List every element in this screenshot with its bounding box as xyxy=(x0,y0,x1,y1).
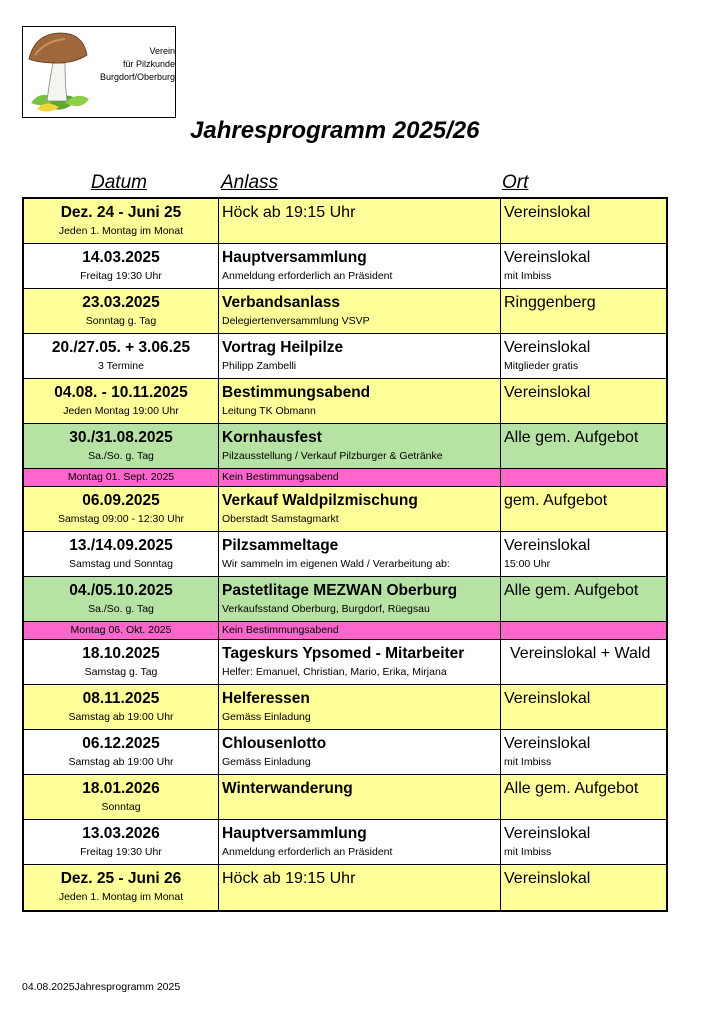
place-cell xyxy=(501,577,666,621)
place-subtext xyxy=(504,403,666,405)
event-title: Tageskurs Ypsomed - Mitarbeiter xyxy=(222,645,465,662)
event-subtext: Pilzausstellung / Verkauf Pilzburger & Getränke xyxy=(222,450,443,462)
column-header-ort: Ort xyxy=(502,172,529,193)
date-text: 14.03.2025 xyxy=(82,249,160,266)
date-subtext: Jeden 1. Montag im Monat xyxy=(58,891,184,903)
date-text: 06.09.2025 xyxy=(82,492,160,509)
place-text: Vereinslokal xyxy=(504,537,591,554)
date-subtext: Jeden Montag 19:00 Uhr xyxy=(63,405,179,417)
logo-line-3: Burgdorf/Oberburg xyxy=(99,72,175,82)
logo-line-2: für Pilzkunde xyxy=(122,59,175,69)
event-title: Höck ab 19:15 Uhr xyxy=(222,870,356,887)
event-cell xyxy=(219,685,501,729)
page-title: Jahresprogramm 2025/26 xyxy=(190,117,480,144)
place-cell xyxy=(501,244,666,288)
event-subtext xyxy=(222,223,500,225)
logo-text xyxy=(97,45,175,84)
table-row xyxy=(24,469,666,487)
date-text: 08.11.2025 xyxy=(82,690,160,707)
event-subtext: Verkaufsstand Oberburg, Burgdorf, Rüegsau xyxy=(222,603,430,615)
place-cell xyxy=(501,685,666,729)
place-subtext: mit Imbiss xyxy=(504,270,552,282)
event-subtext xyxy=(222,889,500,891)
event-cell xyxy=(219,865,501,910)
date-text: 13./14.09.2025 xyxy=(69,537,173,554)
table-row xyxy=(24,334,666,379)
date-subtext: Samstag und Sonntag xyxy=(69,558,173,570)
event-title: Hauptversammlung xyxy=(222,249,367,266)
event-cell xyxy=(219,820,501,864)
date-cell xyxy=(24,334,219,378)
event-title: Helferessen xyxy=(222,690,310,707)
event-subtext: Anmeldung erforderlich an Präsident xyxy=(222,846,393,858)
date-text: 06.12.2025 xyxy=(82,735,160,752)
place-text: Vereinslokal xyxy=(504,204,591,221)
table-row xyxy=(24,487,666,532)
event-title: Höck ab 19:15 Uhr xyxy=(222,204,356,221)
event-subtext: Helfer: Emanuel, Christian, Mario, Erika, Mirjana xyxy=(222,666,447,678)
event-subtext: Philipp Zambelli xyxy=(222,360,297,372)
place-cell xyxy=(501,532,666,576)
place-text: Vereinslokal xyxy=(504,870,591,887)
date-cell xyxy=(24,532,219,576)
place-cell xyxy=(501,334,666,378)
date-subtext: Sa./So. g. Tag xyxy=(88,603,154,615)
place-text: gem. Aufgebot xyxy=(504,492,608,509)
place-text: Vereinslokal xyxy=(504,249,591,266)
place-subtext xyxy=(504,448,666,450)
date-cell xyxy=(24,865,219,910)
place-subtext xyxy=(504,511,666,513)
date-subtext: Freitag 19:30 Uhr xyxy=(80,846,162,858)
date-cell xyxy=(24,424,219,468)
place-cell xyxy=(501,865,666,910)
date-text: 30./31.08.2025 xyxy=(69,429,173,446)
place-subtext: 15:00 Uhr xyxy=(504,558,551,570)
date-cell xyxy=(24,487,219,531)
date-text: 04./05.10.2025 xyxy=(69,582,173,599)
event-title: Chlousenlotto xyxy=(222,735,327,752)
place-text: Vereinslokal xyxy=(504,384,591,401)
event-title: Pilzsammeltage xyxy=(222,537,339,554)
place-cell xyxy=(501,775,666,819)
date-cell xyxy=(24,199,219,243)
table-row xyxy=(24,244,666,289)
date-subtext: Samstag g. Tag xyxy=(84,666,158,678)
date-cell xyxy=(24,685,219,729)
place-cell xyxy=(501,640,666,684)
table-row xyxy=(24,622,666,640)
date-cell xyxy=(24,640,219,684)
event-subtext xyxy=(222,799,500,801)
date-cell xyxy=(24,379,219,423)
place-text: Vereinslokal xyxy=(504,690,591,707)
table-row xyxy=(24,289,666,334)
place-cell xyxy=(501,820,666,864)
event-cell xyxy=(219,730,501,774)
date-text: 20./27.05. + 3.06.25 xyxy=(51,339,191,356)
date-text: 18.10.2025 xyxy=(82,645,160,662)
place-text: Vereinslokal xyxy=(504,735,591,752)
table-row xyxy=(24,685,666,730)
place-subtext xyxy=(504,313,666,315)
date-text: 18.01.2026 xyxy=(82,780,160,797)
event-subtext: Leitung TK Obmann xyxy=(222,405,316,417)
date-cell xyxy=(24,244,219,288)
table-row xyxy=(24,865,666,910)
event-cell xyxy=(219,199,501,243)
table-row xyxy=(24,199,666,244)
place-cell xyxy=(501,487,666,531)
event-title: Vortrag Heilpilze xyxy=(222,339,344,356)
place-cell xyxy=(501,622,666,639)
place-text: Alle gem. Aufgebot xyxy=(504,780,639,797)
place-cell xyxy=(501,289,666,333)
event-subtext: Delegiertenversammlung VSVP xyxy=(222,315,370,327)
event-title: Bestimmungsabend xyxy=(222,384,371,401)
place-subtext xyxy=(504,664,666,666)
date-subtext: Samstag 09:00 - 12:30 Uhr xyxy=(57,513,185,525)
place-text: Alle gem. Aufgebot xyxy=(504,429,639,446)
date-text: 13.03.2026 xyxy=(82,825,160,842)
logo-line-1: Verein xyxy=(149,46,175,56)
date-subtext: Freitag 19:30 Uhr xyxy=(80,270,162,282)
place-subtext xyxy=(504,709,666,711)
place-subtext xyxy=(504,889,666,891)
event-subtext: Oberstadt Samstagmarkt xyxy=(222,513,339,525)
place-subtext xyxy=(504,799,666,801)
place-text: Vereinslokal xyxy=(504,825,591,842)
table-row xyxy=(24,775,666,820)
table-row xyxy=(24,577,666,622)
event-title: Verbandsanlass xyxy=(222,294,341,311)
place-cell xyxy=(501,379,666,423)
date-subtext: Sa./So. g. Tag xyxy=(88,450,154,462)
event-cell xyxy=(219,640,501,684)
event-cell xyxy=(219,334,501,378)
club-logo xyxy=(22,26,176,118)
table-row xyxy=(24,820,666,865)
place-subtext xyxy=(504,223,666,225)
place-subtext: Mitglieder gratis xyxy=(504,360,579,372)
date-text: Dez. 25 - Juni 26 xyxy=(60,870,182,887)
date-subtext: Samstag ab 19:00 Uhr xyxy=(68,711,174,723)
event-title: Hauptversammlung xyxy=(222,825,367,842)
date-text: 04.08. - 10.11.2025 xyxy=(54,384,188,401)
date-cell: Montag 06. Okt. 2025 xyxy=(24,622,219,639)
footer-text: 04.08.2025Jahresprogramm 2025 xyxy=(22,981,181,993)
date-subtext: 3 Termine xyxy=(98,360,144,372)
place-text: Vereinslokal xyxy=(504,339,591,356)
table-row xyxy=(24,424,666,469)
place-text: Ringgenberg xyxy=(504,294,596,311)
event-cell xyxy=(219,379,501,423)
place-subtext xyxy=(504,601,666,603)
table-row xyxy=(24,730,666,775)
event-cell: Kein Bestimmungsabend xyxy=(219,622,501,639)
table-row xyxy=(24,532,666,577)
place-cell xyxy=(501,424,666,468)
date-subtext: Jeden 1. Montag im Monat xyxy=(58,225,184,237)
table-row xyxy=(24,640,666,685)
mushroom-icon xyxy=(25,29,99,115)
event-cell xyxy=(219,532,501,576)
place-cell xyxy=(501,199,666,243)
event-cell xyxy=(219,289,501,333)
column-header-anlass: Anlass xyxy=(221,172,279,193)
date-text: 23.03.2025 xyxy=(82,294,160,311)
event-title: Winterwanderung xyxy=(222,780,353,797)
event-subtext: Anmeldung erforderlich an Präsident xyxy=(222,270,393,282)
event-title: Pastetlitage MEZWAN Oberburg xyxy=(222,582,458,599)
place-subtext: mit Imbiss xyxy=(504,756,552,768)
event-title: Verkauf Waldpilzmischung xyxy=(222,492,418,509)
place-cell xyxy=(501,730,666,774)
date-subtext: Samstag ab 19:00 Uhr xyxy=(68,756,174,768)
date-cell xyxy=(24,577,219,621)
event-cell xyxy=(219,775,501,819)
date-cell: Montag 01. Sept. 2025 xyxy=(24,469,219,486)
date-cell xyxy=(24,820,219,864)
event-subtext: Wir sammeln im eigenen Wald / Verarbeitung ab: xyxy=(222,558,450,570)
event-cell xyxy=(219,424,501,468)
place-text: Vereinslokal + Wald xyxy=(510,645,651,662)
place-subtext: mit Imbiss xyxy=(504,846,552,858)
event-cell: Kein Bestimmungsabend xyxy=(219,469,501,486)
event-cell xyxy=(219,244,501,288)
date-text: Dez. 24 - Juni 25 xyxy=(60,204,182,221)
place-text: Alle gem. Aufgebot xyxy=(504,582,639,599)
date-subtext: Sonntag g. Tag xyxy=(85,315,157,327)
date-cell xyxy=(24,730,219,774)
event-subtext: Gemäss Einladung xyxy=(222,711,311,723)
date-cell xyxy=(24,289,219,333)
event-cell xyxy=(219,577,501,621)
place-cell xyxy=(501,469,666,486)
date-subtext: Sonntag xyxy=(101,801,141,813)
table-row xyxy=(24,379,666,424)
date-cell xyxy=(24,775,219,819)
event-cell xyxy=(219,487,501,531)
event-subtext: Gemäss Einladung xyxy=(222,756,311,768)
schedule-table xyxy=(22,197,668,912)
event-title: Kornhausfest xyxy=(222,429,322,446)
column-header-datum: Datum xyxy=(91,172,147,193)
